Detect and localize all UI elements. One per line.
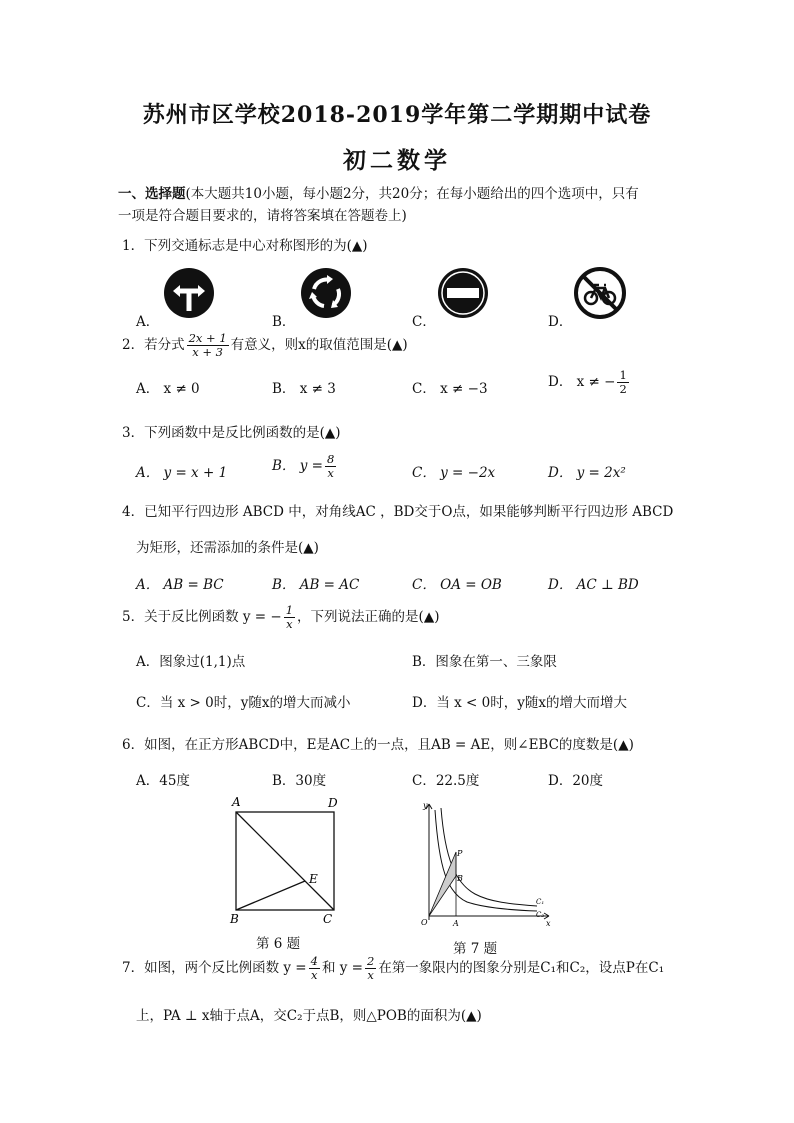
roundabout-sign-icon [300,267,352,319]
figure-7-caption: 第 7 题 [453,941,498,957]
label-b7: B [457,874,463,883]
q1-option-d: D． [548,314,573,330]
q6-option-b: B．30度 [272,773,327,789]
q5-option-c: C．当 x > 0时，y随x的增大而减小 [136,695,351,711]
label-e: E [309,872,318,886]
label-x: x [546,919,551,928]
q1-stem: 1．下列交通标志是中心对称图形的为(▲) [122,238,368,254]
q2-option-c: C． x ≠ −3 [412,381,488,397]
no-entry-sign-icon [437,267,489,319]
segment-be [236,881,305,910]
q7-stem-line1: 7．如图，两个反比例函数 y = $\frac{4}{x}$ 和 y = $\frac{2}{x}$ 在第一象限内的图象分别是C₁和C₂，设点P在C₁ [122,954,665,982]
q2-option-a: A． x ≠ 0 [136,381,200,397]
q2-stem: 2．若分式 $\frac{2x + 1}{x + 3}$ 有意义，则x的取值范围是(▲) [122,331,408,359]
section1-instructions-line2: 一项是符合题目要求的，请将答案填在答题卷上) [118,208,407,224]
label-a: A [232,795,241,809]
q4-option-c: C． OA = OB [412,577,502,593]
q4-option-d: D． AC ⊥ BD [548,577,639,593]
label-a7: A [453,919,459,928]
q2-d-fraction: $\frac{1}{2}$ [619,368,627,396]
q4-option-b: B． AB = AC [272,577,360,593]
q5-option-d: D．当 x < 0时，y随x的增大而增大 [412,695,627,711]
q7-stem-line2: 上，PA ⊥ x轴于点A，交C₂于点B，则△POB的面积为(▲) [136,1008,482,1024]
q4-stem-line1: 4．已知平行四边形 ABCD 中，对角线AC ，BD交于O点，如果能够判断平行四边形 ABCD [122,504,674,520]
q3-option-d: D． y = 2x² [548,465,626,481]
q2-fraction: $\frac{2x + 1}{x + 3}$ [188,331,227,359]
label-d: D [328,796,338,810]
label-y: y [423,801,428,810]
q7-fraction-1: $\frac{4}{x}$ [310,954,318,982]
q6-stem: 6．如图，在正方形ABCD中，E是AC上的一点，且AB = AE，则∠EBC的度数是(▲) [122,737,634,753]
q5-option-b: B．图象在第一、三象限 [412,654,557,670]
q3-option-a: A． y = x + 1 [136,465,228,481]
q3-option-c: C． y = −2x [412,465,496,481]
q3-option-b: B． y = $\frac{8}{x}$ [272,452,335,480]
q6-option-a: A．45度 [136,773,190,789]
q5-stem: 5．关于反比例函数 y = − $\frac{1}{x}$ ，下列说法正确的是(▲) [122,603,440,631]
q3-b-fraction: $\frac{8}{x}$ [326,452,335,480]
q5-option-a: A．图象过(1,1)点 [136,654,246,670]
figure-6-square [225,792,350,927]
turn-left-right-sign-icon [163,267,215,319]
q5-fraction: $\frac{1}{x}$ [285,603,294,631]
q6-option-d: D．20度 [548,773,604,789]
figure-6-caption: 第 6 题 [256,936,301,952]
figure-7-graph [415,798,555,928]
label-c2: C₂ [536,911,545,919]
q1-option-c: C． [412,314,436,330]
q4-option-a: A． AB = BC [136,577,224,593]
label-b: B [230,912,239,926]
label-c1: C₁ [536,898,545,906]
label-o: O [421,918,428,927]
q6-option-c: C．22.5度 [412,773,480,789]
diagonal-ac [236,812,334,910]
q7-fraction-2: $\frac{2}{x}$ [366,954,375,982]
label-p: P [457,849,463,858]
q2-option-b: B． x ≠ 3 [272,381,336,397]
q4-stem-line2: 为矩形，还需添加的条件是(▲) [136,540,319,556]
triangle-pob [429,852,456,916]
q3-stem: 3．下列函数中是反比例函数的是(▲) [122,425,341,441]
q1-option-b: B． [272,314,296,330]
section-heading: 一、选择题 [118,186,186,202]
no-bicycle-sign-icon [574,267,626,319]
label-c: C [323,912,333,926]
page-subtitle: 初二数学 [343,147,451,174]
q1-option-a: A． [136,314,160,330]
q2-option-d: D． x ≠ − $\frac{1}{2}$ [548,368,627,396]
section1-instructions-line1: 一、选择题(本大题共10小题，每小题2分，共20分；在每小题给出的四个选项中，只有 [118,186,639,202]
page-title: 苏州市区学校2018-2019学年第二学期期中试卷 [142,102,652,128]
